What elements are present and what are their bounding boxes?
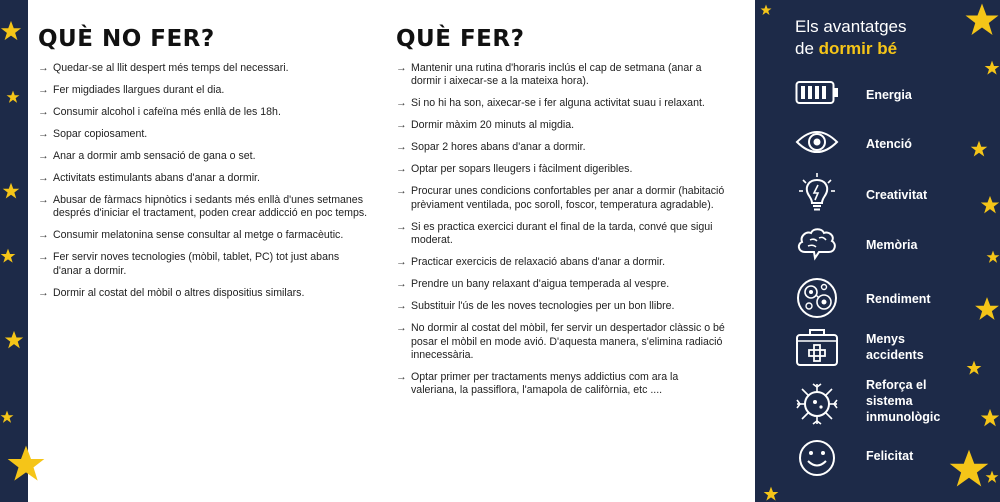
list-item-text: Sopar 2 hores abans d'anar a dormir.: [411, 141, 586, 154]
list-item-text: Si no hi ha son, aixecar-se i fer alguna activitat suau i relaxant.: [411, 97, 705, 110]
benefit-atencio: [795, 124, 995, 164]
list-item-text: Sopar copiosament.: [53, 128, 148, 140]
list-item: [396, 278, 726, 291]
list-item-text: Procurar unes condicions confortables per anar a dormir (habitació prèviament ventilada, poc soroll, foscor, temperatura agradable).: [411, 185, 725, 211]
arrow-icon: →: [38, 251, 49, 264]
star-icon: [6, 444, 46, 484]
list-item-text: Abusar de fàrmacs hipnòtics i sedants més enllà d'unes setmanes després d'iniciar el tractament, poden crear addicció en poc temps.: [53, 194, 368, 220]
star-icon: [948, 448, 990, 490]
benefits-title: [795, 16, 907, 60]
star-icon: [980, 195, 1000, 215]
list-item-text: Prendre un bany relaxant d'aigua temperada al vespre.: [411, 278, 670, 291]
arrow-icon: →: [38, 84, 49, 96]
list-item-text: Optar primer per tractaments menys addictius com ara la valeriana, la passiflora, l'amapola de califòrnia, etc ....: [411, 371, 679, 397]
content-page: [28, 0, 755, 502]
arrow-icon: →: [38, 194, 49, 206]
arrow-icon: →: [396, 278, 407, 291]
star-icon: [986, 250, 1000, 264]
list-item: [396, 163, 726, 176]
arrow-icon: →: [396, 322, 407, 335]
list-item: [38, 229, 368, 242]
list-item-text: Consumir melatonina sense consultar al metge o farmacèutic.: [53, 229, 344, 242]
benefit-rendiment: [795, 276, 995, 316]
star-icon: [760, 4, 772, 16]
list-item-text: No dormir al costat del mòbil, fer servir un despertador clàssic o bé posar el mòbil en mode avió. D'aquesta manera, s'elimina radiació innecessària.: [411, 322, 725, 362]
battery-icon: [795, 78, 839, 118]
star-icon: [0, 410, 14, 424]
list-item: [38, 287, 368, 300]
star-icon: [4, 330, 24, 350]
list-item: [38, 84, 368, 97]
arrow-icon: →: [38, 106, 49, 118]
arrow-icon: →: [396, 185, 407, 198]
list-item: [396, 185, 726, 212]
immune-cell-icon: [795, 380, 839, 420]
list-item: [396, 141, 726, 154]
benefit-energia: [795, 78, 995, 118]
list-item: [396, 97, 726, 110]
arrow-icon: →: [396, 300, 407, 313]
do-column: [396, 26, 726, 406]
benefit-label: Rendiment: [866, 292, 931, 306]
star-icon: [980, 408, 1000, 428]
arrow-icon: →: [38, 128, 49, 140]
arrow-icon: →: [396, 371, 407, 384]
benefits-title-line1: Els avantatges: [795, 17, 907, 36]
list-item: [38, 251, 368, 278]
arrow-icon: →: [38, 286, 49, 299]
star-icon: [0, 248, 16, 264]
star-icon: [6, 90, 20, 104]
list-item-text: Practicar exercicis de relaxació abans d'anar a dormir.: [411, 256, 666, 269]
benefits-title-line2: [795, 38, 907, 60]
arrow-icon: →: [396, 119, 407, 132]
arrow-icon: →: [396, 256, 407, 269]
star-icon: [985, 470, 999, 484]
list-item: [38, 128, 368, 141]
list-item: [396, 322, 726, 362]
circuit-icon: [795, 276, 839, 316]
benefits-title-highlight: dormir bé: [818, 39, 898, 58]
star-icon: [2, 182, 20, 200]
arrow-icon: →: [396, 62, 407, 74]
lightbulb-icon: [795, 172, 839, 212]
star-icon: [0, 20, 22, 42]
benefit-menys-accidents: [795, 327, 995, 367]
list-item-text: Optar per sopars lleugers i fàcilment digeribles.: [411, 163, 633, 176]
star-icon: [984, 60, 1000, 76]
benefits-sidebar: [755, 0, 1000, 502]
arrow-icon: →: [38, 229, 49, 242]
list-item: [396, 300, 726, 313]
eye-icon: [795, 124, 839, 164]
benefit-memoria: [795, 226, 995, 266]
benefit-label: Atenció: [866, 137, 912, 151]
list-item: [396, 62, 726, 89]
star-icon: [763, 486, 779, 502]
brain-icon: [795, 226, 839, 266]
list-item-text: Activitats estimulants abans d'anar a dormir.: [53, 172, 260, 184]
benefit-immunitat: [795, 378, 995, 424]
star-icon: [966, 360, 982, 376]
arrow-icon: →: [38, 150, 49, 162]
list-item: [38, 172, 368, 185]
arrow-icon: →: [396, 220, 407, 233]
star-icon: [974, 296, 1000, 322]
list-item-text: Fer migdiades llargues durant el dia.: [53, 84, 225, 96]
benefit-label: Creativitat: [866, 188, 928, 202]
list-item: [38, 150, 368, 163]
benefit-label: Felicitat: [866, 449, 914, 463]
arrow-icon: →: [38, 62, 49, 74]
dont-do-title: QUÈ NO FER?: [38, 26, 215, 52]
arrow-icon: →: [38, 172, 49, 184]
list-item: [38, 194, 368, 221]
arrow-icon: →: [396, 97, 407, 110]
star-icon: [964, 2, 1000, 38]
list-item-text: Mantenir una rutina d'horaris inclús el cap de setmana (anar a dormir i aixecar-se a la mateixa hora).: [411, 62, 702, 88]
list-item-text: Quedar-se al llit despert més temps del necessari.: [53, 62, 289, 74]
benefit-label: Energia: [866, 88, 912, 102]
arrow-icon: →: [396, 141, 407, 154]
list-item: [38, 106, 368, 119]
list-item-text: Si es practica exercici durant el final de la tarda, convé que sigui moderat.: [411, 220, 713, 247]
benefit-label: Menys accidents: [866, 332, 924, 362]
benefits-title-prefix: de: [795, 39, 819, 58]
list-item: [396, 371, 726, 398]
list-item-text: Dormir al costat del mòbil o altres dispositius similars.: [53, 286, 305, 299]
smiley-icon: [795, 438, 839, 478]
dont-do-list: [38, 62, 368, 300]
arrow-icon: →: [396, 163, 407, 176]
list-item-text: Anar a dormir amb sensació de gana o set.: [53, 150, 256, 162]
list-item-text: Fer servir noves tecnologies (mòbil, tablet, PC) tot just abans d'anar a dormir.: [53, 251, 340, 277]
dont-do-column: [38, 26, 368, 309]
benefit-creativitat: [795, 172, 995, 212]
list-item-text: Consumir alcohol i cafeïna més enllà de les 18h.: [53, 106, 281, 118]
list-item: [396, 256, 726, 269]
do-list: [396, 62, 726, 398]
star-icon: [970, 140, 988, 158]
benefit-label: Reforça el sistema inmunològic: [866, 378, 941, 424]
list-item: [396, 119, 726, 132]
list-item-text: Substituir l'ús de les noves tecnologies per un bon llibre.: [411, 300, 675, 313]
do-title: QUÈ FER?: [396, 26, 525, 52]
list-item: [396, 221, 726, 248]
list-item: [38, 62, 368, 75]
list-item-text: Dormir màxim 20 minuts al migdia.: [411, 119, 575, 132]
benefit-label: Memòria: [866, 238, 918, 252]
first-aid-kit-icon: [795, 327, 839, 367]
